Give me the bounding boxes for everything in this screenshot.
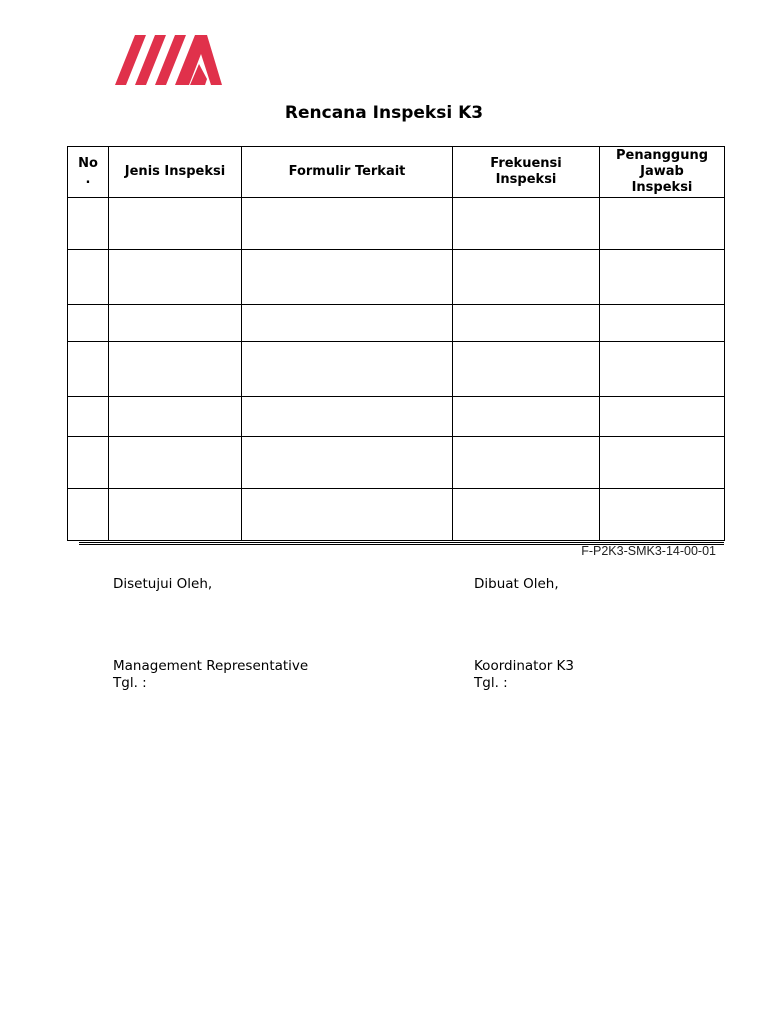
table-row: [68, 198, 725, 250]
cell-no[interactable]: [68, 198, 109, 250]
header-no-label: No .: [78, 156, 98, 187]
cell-jenis[interactable]: [109, 489, 242, 541]
cell-frekuensi[interactable]: [453, 437, 600, 489]
cell-formulir[interactable]: [242, 305, 453, 342]
cell-jenis[interactable]: [109, 198, 242, 250]
table-row: [68, 437, 725, 489]
header-penanggung-jawab: [600, 147, 725, 198]
header-frekuensi-inspeksi: [453, 147, 600, 198]
approver-date: Tgl. :: [113, 675, 147, 691]
header-no: [68, 147, 109, 198]
cell-penanggung[interactable]: [600, 342, 725, 397]
approved-by-heading: Disetujui Oleh,: [113, 576, 213, 592]
cell-no[interactable]: [68, 250, 109, 305]
header-penanggung-label: Penanggung Jawab Inspeksi: [615, 148, 709, 195]
cell-jenis[interactable]: [109, 342, 242, 397]
table-row: [68, 489, 725, 541]
cell-jenis[interactable]: [109, 305, 242, 342]
cell-frekuensi[interactable]: [453, 305, 600, 342]
cell-penanggung[interactable]: [600, 198, 725, 250]
header-jenis-label: Jenis Inspeksi: [124, 164, 226, 179]
header-frekuensi-label: Frekuensi Inspeksi: [490, 156, 562, 187]
cell-no[interactable]: [68, 305, 109, 342]
cell-frekuensi[interactable]: [453, 342, 600, 397]
header-formulir-terkait: [242, 147, 453, 198]
table-row: [68, 250, 725, 305]
approver-role: Management Representative: [113, 658, 309, 674]
table-row: [68, 397, 725, 437]
prepared-by-heading: Dibuat Oleh,: [474, 576, 559, 592]
cell-jenis[interactable]: [109, 397, 242, 437]
header-jenis-inspeksi: [109, 147, 242, 198]
cell-formulir[interactable]: [242, 250, 453, 305]
cell-formulir[interactable]: [242, 397, 453, 437]
table-row: [68, 342, 725, 397]
preparer-date: Tgl. :: [474, 675, 508, 691]
cell-frekuensi[interactable]: [453, 198, 600, 250]
cell-penanggung[interactable]: [600, 489, 725, 541]
cell-jenis[interactable]: [109, 250, 242, 305]
inspection-plan-table: [67, 146, 725, 541]
cell-formulir[interactable]: [242, 437, 453, 489]
cell-penanggung[interactable]: [600, 250, 725, 305]
preparer-role: Koordinator K3: [474, 658, 574, 674]
cell-formulir[interactable]: [242, 489, 453, 541]
cell-frekuensi[interactable]: [453, 250, 600, 305]
cell-formulir[interactable]: [242, 342, 453, 397]
cell-formulir[interactable]: [242, 198, 453, 250]
document-title: Rencana Inspeksi K3: [284, 103, 484, 123]
table-row: [68, 305, 725, 342]
cell-frekuensi[interactable]: [453, 397, 600, 437]
cell-no[interactable]: [68, 489, 109, 541]
form-code: F-P2K3-SMK3-14-00-01: [581, 544, 716, 558]
cell-no[interactable]: [68, 342, 109, 397]
cell-frekuensi[interactable]: [453, 489, 600, 541]
header-formulir-label: Formulir Terkait: [288, 164, 406, 179]
cell-jenis[interactable]: [109, 437, 242, 489]
cell-penanggung[interactable]: [600, 397, 725, 437]
table-header-row: [68, 147, 725, 198]
cell-no[interactable]: [68, 397, 109, 437]
company-logo: [113, 30, 225, 88]
cell-penanggung[interactable]: [600, 437, 725, 489]
cell-penanggung[interactable]: [600, 305, 725, 342]
cell-no[interactable]: [68, 437, 109, 489]
